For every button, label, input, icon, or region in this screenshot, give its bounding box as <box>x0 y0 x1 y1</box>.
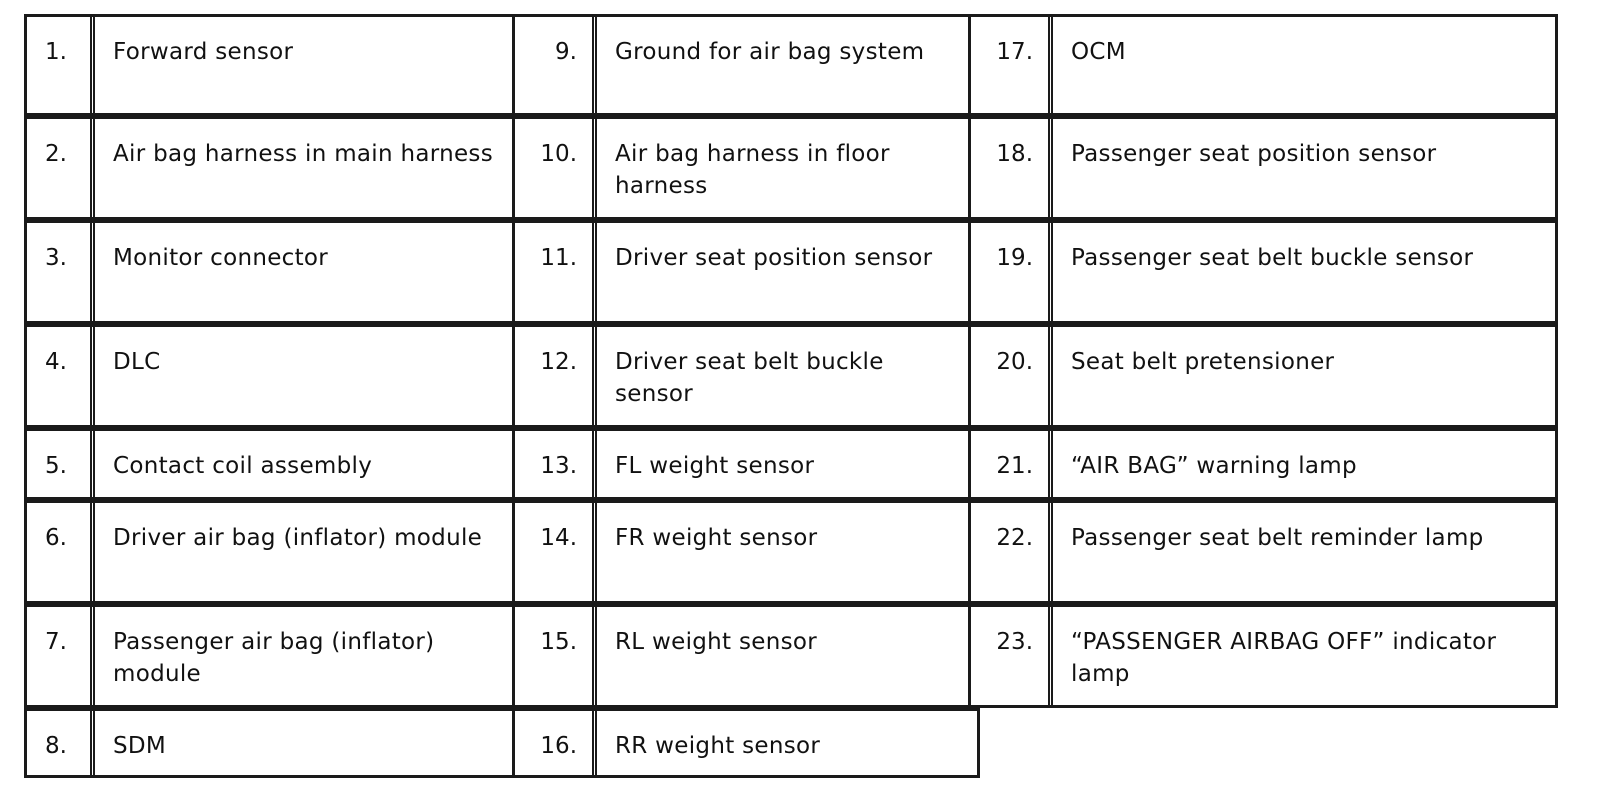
item-number: 10. <box>515 119 597 217</box>
item-number: 3. <box>27 223 95 321</box>
item-label: RR weight sensor <box>615 733 821 759</box>
legend-row <box>24 428 516 500</box>
legend-row <box>24 14 516 116</box>
item-number: 1. <box>27 17 95 113</box>
item-number: 19. <box>971 223 1053 321</box>
item-number: 18. <box>971 119 1053 217</box>
item-label: Monitor connector <box>113 245 329 271</box>
legend-row <box>512 220 980 324</box>
legend-row <box>512 500 980 604</box>
item-label: Ground for air bag system <box>615 39 925 65</box>
item-number: 13. <box>515 431 597 497</box>
legend-row <box>968 500 1558 604</box>
legend-row <box>24 708 516 778</box>
item-number: 15. <box>515 607 597 705</box>
legend-row <box>968 428 1558 500</box>
legend-row <box>512 324 980 428</box>
legend-row <box>512 604 980 708</box>
item-label: OCM <box>1071 39 1126 65</box>
legend-row <box>512 116 980 220</box>
item-label: “PASSENGER AIRBAG OFF” indicator lamp <box>1071 629 1497 687</box>
item-label: Contact coil assembly <box>113 453 373 479</box>
item-number: 8. <box>27 711 95 775</box>
item-label: Forward sensor <box>113 39 294 65</box>
item-number: 6. <box>27 503 95 601</box>
legend-row <box>24 500 516 604</box>
item-label: Seat belt pretensioner <box>1071 349 1335 375</box>
component-legend-table <box>24 14 1586 804</box>
item-label: DLC <box>113 349 161 375</box>
item-label: Passenger seat belt buckle sensor <box>1071 245 1474 271</box>
item-number: 7. <box>27 607 95 705</box>
item-number: 2. <box>27 119 95 217</box>
legend-row <box>24 116 516 220</box>
item-label: SDM <box>113 733 167 759</box>
item-label: Driver seat belt buckle sensor <box>615 349 884 407</box>
legend-row <box>24 604 516 708</box>
item-number: 4. <box>27 327 95 425</box>
legend-row <box>968 220 1558 324</box>
legend-row <box>512 14 980 116</box>
legend-row <box>512 428 980 500</box>
item-label: Air bag harness in main harness <box>113 141 493 167</box>
item-number: 22. <box>971 503 1053 601</box>
legend-row <box>968 14 1558 116</box>
item-label: Passenger air bag (inflator) module <box>113 629 435 687</box>
item-number: 11. <box>515 223 597 321</box>
item-number: 20. <box>971 327 1053 425</box>
item-number: 16. <box>515 711 597 775</box>
item-number: 23. <box>971 607 1053 705</box>
item-label: Passenger seat belt reminder lamp <box>1071 525 1484 551</box>
legend-row <box>24 220 516 324</box>
legend-row <box>512 708 980 778</box>
item-number: 21. <box>971 431 1053 497</box>
item-number: 12. <box>515 327 597 425</box>
item-number: 17. <box>971 17 1053 113</box>
item-label: Driver seat position sensor <box>615 245 933 271</box>
item-label: FL weight sensor <box>615 453 815 479</box>
legend-row <box>968 116 1558 220</box>
item-label: “AIR BAG” warning lamp <box>1071 453 1357 479</box>
legend-row <box>968 604 1558 708</box>
legend-row <box>24 324 516 428</box>
item-number: 5. <box>27 431 95 497</box>
item-label: FR weight sensor <box>615 525 818 551</box>
item-label: Air bag harness in floor harness <box>615 141 890 199</box>
item-label: Passenger seat position sensor <box>1071 141 1437 167</box>
item-label: Driver air bag (inflator) module <box>113 525 483 551</box>
legend-row <box>968 324 1558 428</box>
item-label: RL weight sensor <box>615 629 817 655</box>
item-number: 14. <box>515 503 597 601</box>
item-number: 9. <box>515 17 597 113</box>
